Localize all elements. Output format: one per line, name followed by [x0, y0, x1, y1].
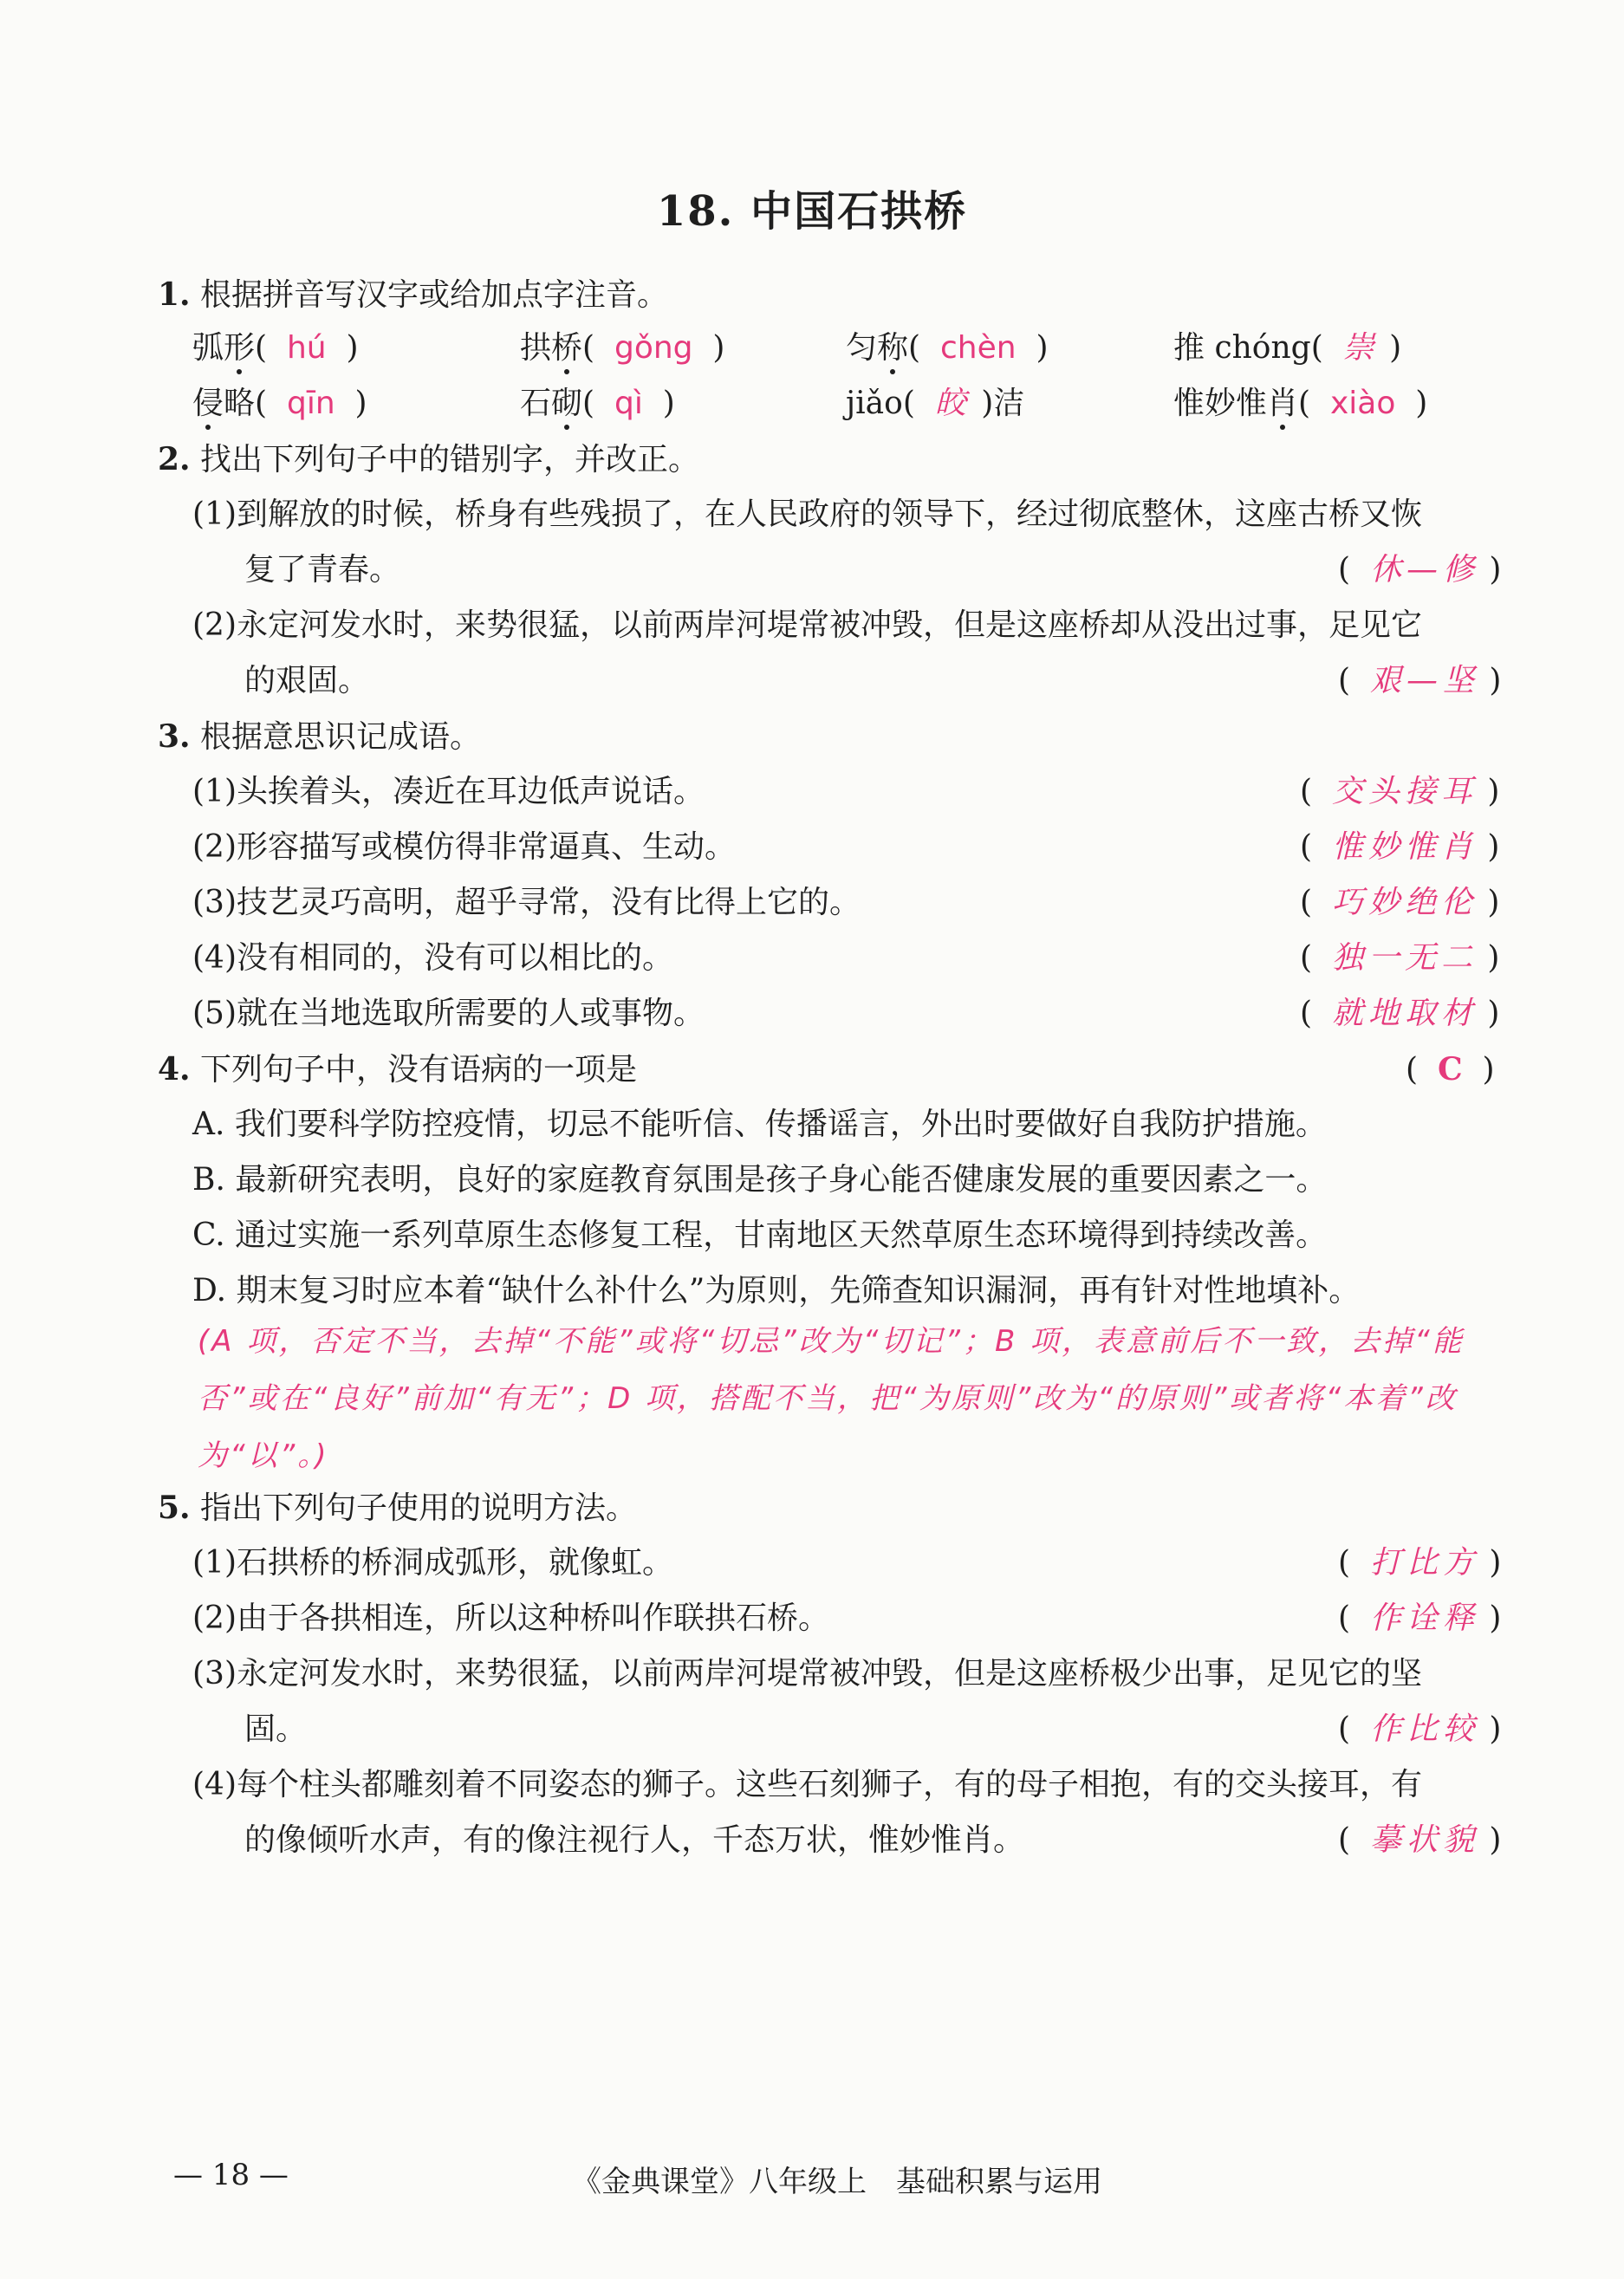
q5-sentence-1: (1)石拱桥的桥洞成弧形，就像虹。 — [192, 1545, 673, 1581]
q5-sentence-3-cont: 固。 — [244, 1711, 308, 1747]
question-1: 1. 根据拼音写汉字或给加点字注音。 — [158, 276, 669, 313]
q2-sentence-2: (2)永定河发水时，来势很猛，以前两岸河堤常被冲毁，但是这座桥却从没出过事，足见它 — [192, 607, 1422, 643]
q4-option-b: B. 最新研究表明，良好的家庭教育氛围是孩子身心能否健康发展的重要因素之一。 — [192, 1162, 1328, 1198]
q4-explanation: (A 项，否定不当，去掉“不能”或将“切忌”改为“切记”；B 项，表意前后不一致，去掉“能否”或在“良好”前加“有无”；D 项，搭配不当，把“为原则”改为“的原则”或者将“本着”改为“以”。) — [198, 1324, 1465, 1473]
q2-answer-2: ( 艰—坚 ) — [1338, 663, 1502, 698]
q3-item-5: (5)就在当地选取所需要的人或事物。 — [192, 996, 705, 1031]
q4-option-d: D. 期末复习时应本着“缺什么补什么”为原则，先筛查知识漏洞，再有针对性地填补。 — [192, 1273, 1361, 1308]
q1-item-6: 石砌( qì ) — [520, 386, 675, 421]
q2-sentence-1: (1)到解放的时候，桥身有些残损了，在人民政府的领导下，经过彻底整休，这座古桥又恢 — [192, 497, 1422, 532]
page-number: — 18 — — [173, 2158, 289, 2192]
book-title: 《金典课堂》八年级上 基础积累与运用 — [572, 2165, 1102, 2199]
q4-option-c: C. 通过实施一系列草原生态修复工程，甘南地区天然草原生态环境得到持续改善。 — [192, 1217, 1328, 1253]
q3-answer-4: ( 独一无二 ) — [1300, 940, 1500, 976]
q1-item-1: 弧形( hú ) — [192, 330, 359, 366]
q1-item-8: 惟妙惟肖( xiào ) — [1173, 386, 1428, 421]
q4-option-a: A. 我们要科学防控疫情，切忌不能听信、传播谣言，外出时要做好自我防护措施。 — [192, 1107, 1327, 1142]
q3-item-1: (1)头挨着头，凑近在耳边低声说话。 — [192, 774, 705, 809]
q5-answer-4: ( 摹状貌 ) — [1338, 1822, 1502, 1858]
q4-answer: ( C ) — [1406, 1051, 1495, 1088]
q3-item-2: (2)形容描写或模仿得非常逼真、生动。 — [192, 829, 736, 865]
q5-sentence-3: (3)永定河发水时，来势很猛，以前两岸河堤常被冲毁，但是这座桥极少出事，足见它的坚 — [192, 1656, 1422, 1691]
page-title: 18. 中国石拱桥 — [656, 187, 968, 236]
q3-answer-3: ( 巧妙绝伦 ) — [1300, 885, 1500, 920]
question-3: 3. 根据意思识记成语。 — [158, 718, 482, 755]
q5-answer-2: ( 作诠释 ) — [1338, 1600, 1502, 1636]
q5-sentence-2: (2)由于各拱相连，所以这种桥叫作联拱石桥。 — [192, 1600, 829, 1636]
q5-sentence-4: (4)每个柱头都雕刻着不同姿态的狮子。这些石刻狮子，有的母子相抱，有的交头接耳，有 — [192, 1767, 1422, 1802]
q5-answer-1: ( 打比方 ) — [1338, 1545, 1502, 1581]
q1-item-4: 推 chóng( 崇 ) — [1173, 330, 1402, 366]
q2-answer-1: ( 休—修 ) — [1338, 552, 1502, 588]
q3-item-3: (3)技艺灵巧高明，超乎寻常，没有比得上它的。 — [192, 885, 861, 920]
q3-answer-1: ( 交头接耳 ) — [1300, 774, 1500, 809]
q2-sentence-1-cont: 复了青春。 — [244, 552, 401, 588]
q1-item-2: 拱桥( gǒng ) — [520, 330, 725, 366]
q3-answer-5: ( 就地取材 ) — [1300, 996, 1500, 1031]
q3-answer-2: ( 惟妙惟肖 ) — [1300, 829, 1500, 865]
q1-item-5: 侵略( qīn ) — [192, 386, 367, 421]
q1-item-7: jiǎo( 皎 )洁 — [846, 386, 1025, 421]
q2-sentence-2-cont: 的艰固。 — [244, 663, 370, 698]
q3-item-4: (4)没有相同的，没有可以相比的。 — [192, 940, 673, 976]
q1-item-3: 匀称( chèn ) — [846, 330, 1049, 366]
question-4: 4. 下列句子中，没有语病的一项是 — [158, 1051, 638, 1088]
q5-sentence-4-cont: 的像倾听水声，有的像注视行人，千态万状，惟妙惟肖。 — [244, 1822, 1025, 1858]
question-2: 2. 找出下列句子中的错别字，并改正。 — [158, 441, 700, 477]
q5-answer-3: ( 作比较 ) — [1338, 1711, 1502, 1747]
question-5: 5. 指出下列句子使用的说明方法。 — [158, 1490, 638, 1526]
